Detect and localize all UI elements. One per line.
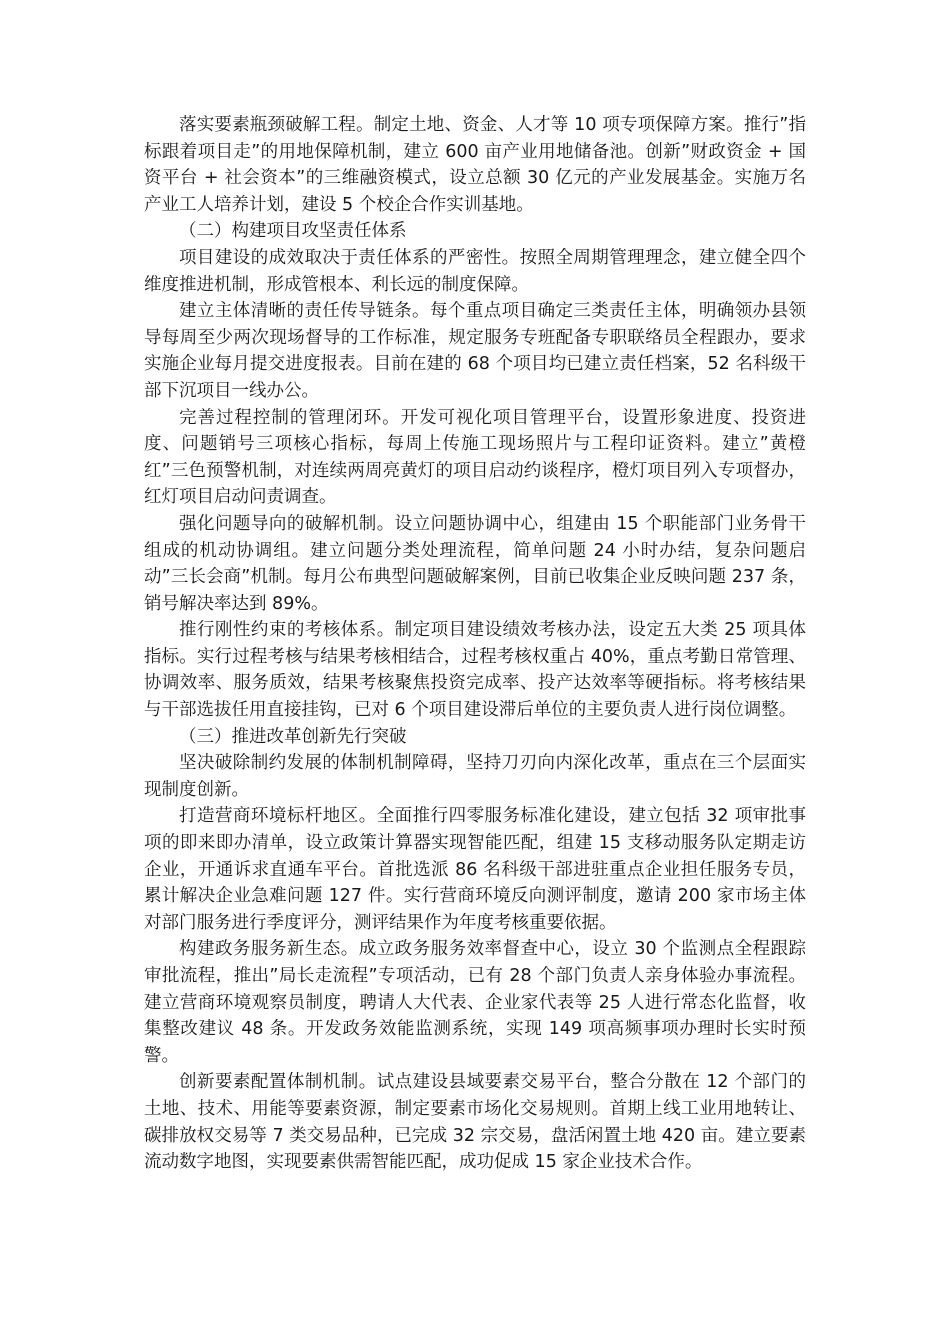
paragraph-process-control: 完善过程控制的管理闭环。开发可视化项目管理平台，设置形象进度、投资进度、问题销号三项核心指标，每周上传施工现场照片与工程印证资料。建立”黄橙红”三色预警机制，对连续两周亮黄灯的项目启动约谈程序，橙灯项目列入专项督办，红灯项目启动问责调查。 — [144, 407, 806, 508]
paragraph-business-environment: 打造营商环境标杆地区。全面推行四零服务标准化建设，建立包括 32 项审批事项的即来即办清单，设立政策计算器实现智能匹配，组建 15 支移动服务队定期走访企业，开通诉求直通车平台。首批选派 86 名科级干部进驻重点企业担任服务专员，累计解决企业急难问题 127 件。实行营商环境反向测评制度，邀请 200 家市场主体对部门服务进行季度评分，测评结果作为年度考核重要依据。 — [144, 806, 806, 933]
section-heading-3: （三）推进改革创新先行突破 — [179, 726, 407, 747]
paragraph-government-services: 构建政务服务新生态。成立政务服务效率督查中心，设立 30 个监测点全程跟踪审批流程，推出”局长走流程”专项活动，已有 28 个部门负责人亲身体验办事流程。建立营商环境观察员制度，聘请人大代表、企业家代表等 25 人进行常态化监督，收集整改建议 48 条。开发政务效能监测系统，实现 149 项高频事项办理时长实时预警。 — [144, 939, 806, 1066]
paragraph-problem-solving: 强化问题导向的破解机制。设立问题协调中心，组建由 15 个职能部门业务骨干组成的机动协调组。建立问题分类处理流程，简单问题 24 小时办结，复杂问题启动”三长会商”机制。每月公布典型问题破解案例，目前已收集企业反映问题 237 条，销号解决率达到 89%。 — [144, 513, 806, 614]
document-body — [144, 112, 806, 1176]
paragraph-responsibility-intro: 项目建设的成效取决于责任体系的严密性。按照全周期管理理念，建立健全四个维度推进机制，形成管根本、利长远的制度保障。 — [144, 247, 806, 295]
paragraph-reform-intro: 坚决破除制约发展的体制机制障碍，坚持刀刃向内深化改革，重点在三个层面实现制度创新。 — [144, 753, 806, 800]
paragraph-assessment-system: 推行刚性约束的考核体系。制定项目建设绩效考核办法，设定五大类 25 项具体指标。实行过程考核与结果考核相结合，过程考核权重占 40%，重点考勤日常管理、协调效率、服务质效，结果考核聚焦投资完成率、投产达效率等硬指标。将考核结果与干部选拔任用直接挂钩，已对 6 个项目建设滞后单位的主要负责人进行岗位调整。 — [144, 620, 806, 721]
paragraph-factor-allocation: 创新要素配置体制机制。试点建设县域要素交易平台，整合分散在 12 个部门的土地、技术、用能等要素资源，制定要素市场化交易规则。首期上线工业用地转让、碳排放权交易等 7 类交易品种，已完成 32 宗交易，盘活闲置土地 420 亩。建立要素流动数字地图，实现要素供需智能匹配，成功促成 15 家企业技术合作。 — [144, 1072, 806, 1173]
section-heading-2: （二）构建项目攻坚责任体系 — [179, 221, 407, 242]
paragraph-factor-bottleneck: 落实要素瓶颈破解工程。制定土地、资金、人才等 10 项专项保障方案。推行”指标跟着项目走”的用地保障机制，建立 600 亩产业用地储备池。创新”财政资金 + 国资平台 + 社会资本”的三维融资模式，设立总额 30 亿元的产业发展基金。实施万名产业工人培养计划，建设 5 个校企合作实训基地。 — [144, 115, 806, 215]
paragraph-responsibility-chain: 建立主体清晰的责任传导链条。每个重点项目确定三类责任主体，明确领办县领导每周至少两次现场督导的工作标准，规定服务专班配备专职联络员全程跟办，要求实施企业每月提交进度报表。目前在建的 68 个项目均已建立责任档案，52 名科级干部下沉项目一线办公。 — [144, 301, 806, 401]
